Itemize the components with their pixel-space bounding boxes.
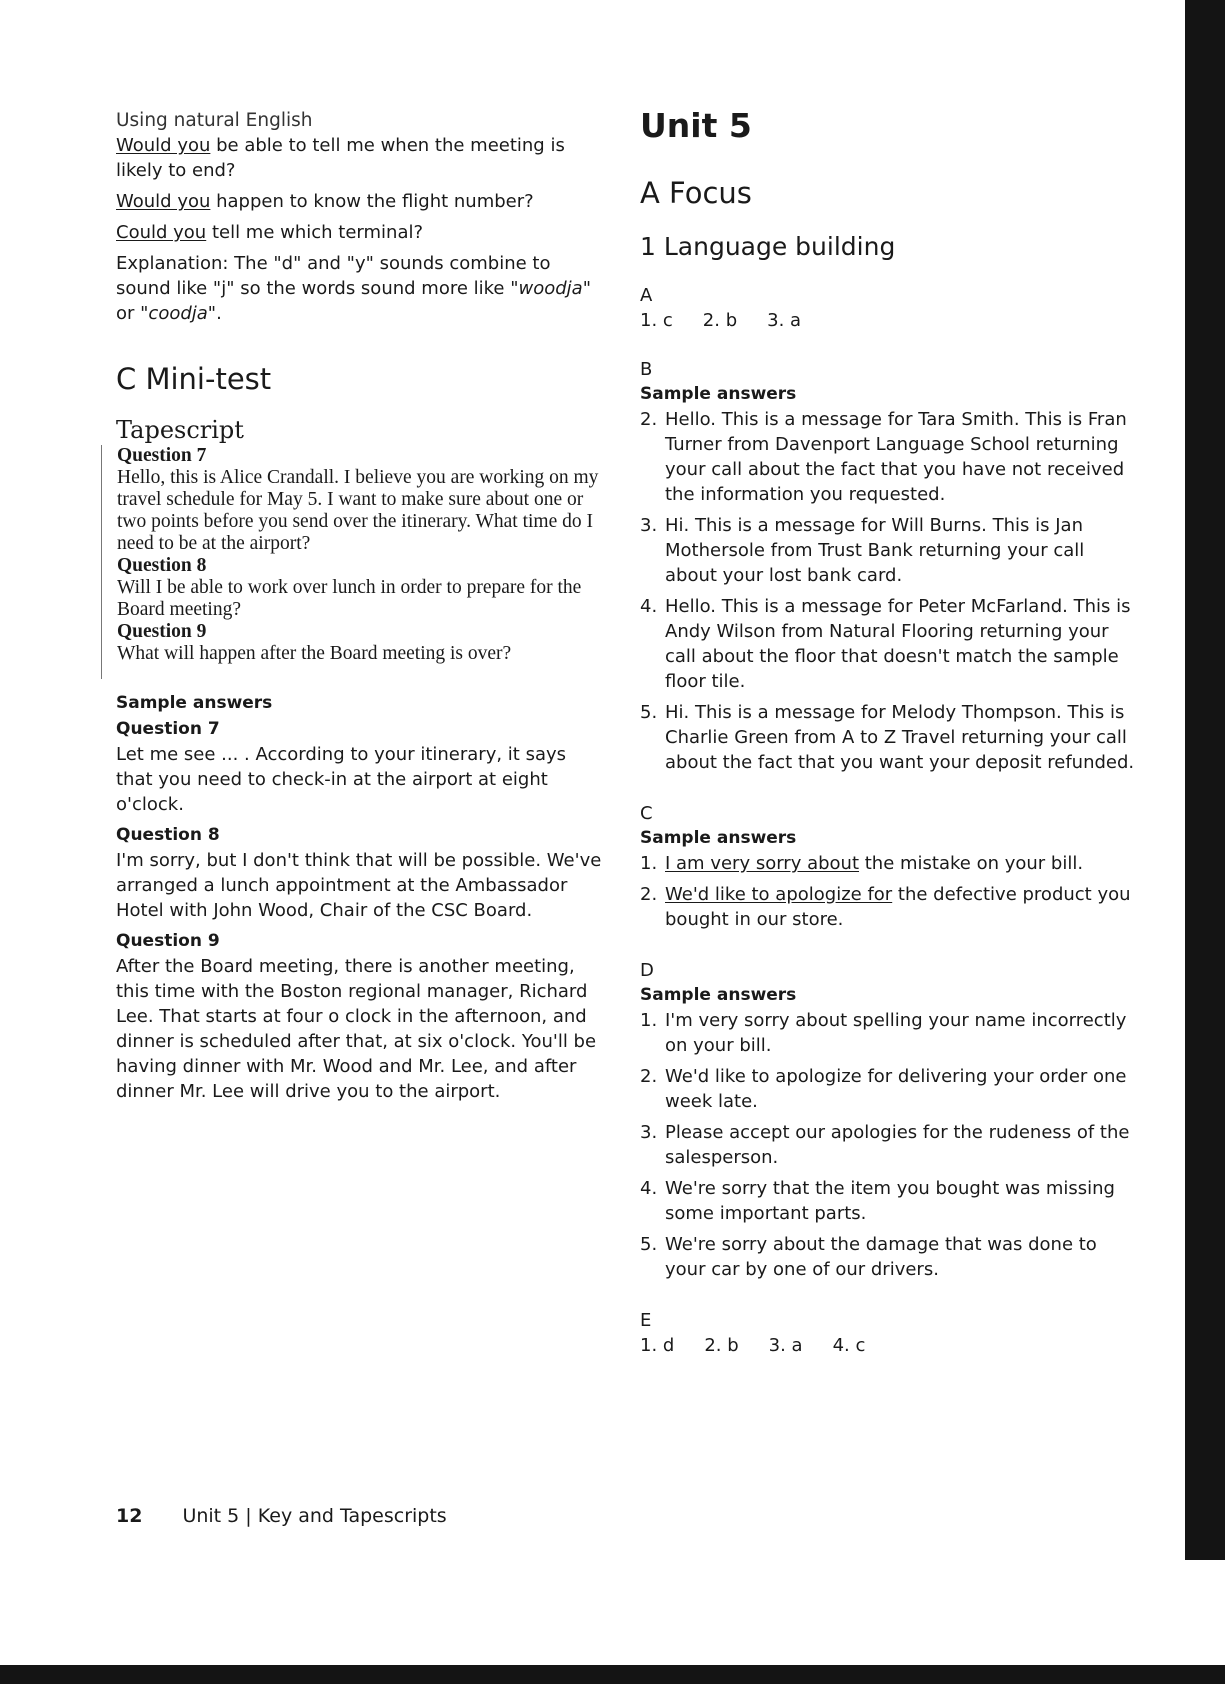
- tapescript-title: Tapescript: [116, 416, 244, 444]
- list-item: [640, 1176, 1140, 1226]
- right-column: [640, 105, 1140, 1358]
- list-item: [640, 513, 1140, 588]
- answer-text: Let me see ... . According to your itinerary, it says that you need to check-in at the airport at eight o'clock.: [116, 744, 567, 815]
- underlined-phrase: Could you: [116, 222, 207, 243]
- underlined-phrase: I am very sorry about: [665, 853, 860, 874]
- section-c-label: C: [640, 803, 653, 824]
- item-text: Hello. This is a message for Peter McFarland. This is Andy Wilson from Natural Flooring returning your call about the floor that doesn't match the sample floor tile.: [665, 596, 1131, 692]
- scan-edge-right: [1185, 0, 1225, 1570]
- line-text: tell me which terminal?: [206, 222, 424, 243]
- item-number: 4.: [640, 1178, 658, 1199]
- section-e-answers: [640, 1333, 1140, 1358]
- section-d-list: [640, 1008, 1140, 1282]
- item-number: 2.: [640, 409, 658, 430]
- item-number: 3.: [640, 515, 658, 536]
- item-text: Hello. This is a message for Tara Smith. This is Fran Turner from Davenport Language School returning your call about the fact that you have not received the information you requested.: [665, 409, 1127, 505]
- scan-edge-notch: [1185, 1560, 1225, 1665]
- section-e-label: E: [640, 1310, 652, 1331]
- list-item: [640, 882, 1140, 932]
- explanation-word: "coodja": [140, 303, 217, 324]
- underlined-phrase: We'd like to apologize for: [665, 884, 893, 905]
- section-d-label: D: [640, 960, 654, 981]
- section-a-answers: [640, 308, 1140, 333]
- explanation-text: .: [216, 303, 222, 324]
- section-a-label: A: [640, 285, 653, 306]
- item-text: Please accept our apologies for the rudeness of the salesperson.: [665, 1122, 1130, 1168]
- line-text: happen to know the flight number?: [210, 191, 534, 212]
- list-item: [640, 851, 1140, 876]
- answer-text: After the Board meeting, there is another meeting, this time with the Boston regional manager, Richard Lee. That starts at four o clock in the afternoon, and dinner is scheduled after that, at six o'clock. You'll be having dinner with Mr. Wood and Mr. Lee, and after dinner Mr. Lee will drive you to the airport.: [116, 956, 597, 1102]
- sample-answers-label: Sample answers: [640, 985, 797, 1005]
- list-item: [640, 1232, 1140, 1282]
- tapescript-text: Hello, this is Alice Crandall. I believe you are working on my travel schedule for May 5. I want to make sure about one or two points before you send over the itinerary. What time do I need to be at the airport?: [117, 467, 599, 554]
- line-text: be able to tell me when the meeting is likely to end?: [116, 135, 565, 181]
- natural-english-heading: Using natural English: [116, 110, 313, 131]
- explanation-word: "woodja": [510, 278, 591, 299]
- list-item: [640, 700, 1140, 775]
- natural-line: [116, 189, 606, 214]
- answer-item: 1. c: [640, 310, 673, 331]
- list-item: [640, 1064, 1140, 1114]
- page-number: 12: [116, 1505, 143, 1527]
- underlined-phrase: Would you: [116, 191, 211, 212]
- answer-question-label: Question 8: [116, 825, 220, 845]
- section-b-label: B: [640, 359, 653, 380]
- sample-answers-label: Sample answers: [116, 693, 273, 713]
- answer-item: 3. a: [768, 1335, 803, 1356]
- tapescript: [101, 445, 606, 679]
- answer-question-label: Question 9: [116, 931, 220, 951]
- explanation-text: or: [116, 303, 141, 324]
- focus-title: A Focus: [640, 176, 752, 210]
- scan-edge-bottom: [0, 1665, 1225, 1684]
- item-number: 3.: [640, 1122, 658, 1143]
- item-number: 1.: [640, 1010, 658, 1031]
- natural-line: [116, 133, 606, 183]
- item-number: 4.: [640, 596, 658, 617]
- language-building-title: 1 Language building: [640, 232, 896, 261]
- list-item: [640, 594, 1140, 694]
- left-column: [116, 108, 606, 1104]
- item-number: 2.: [640, 1066, 658, 1087]
- answer-item: 2. b: [704, 1335, 739, 1356]
- tapescript-text: Will I be able to work over lunch in order to prepare for the Board meeting?: [117, 577, 582, 620]
- explanation-text: Explanation: The "d" and "y" sounds combine to sound like "j" so the words sound more like: [116, 253, 551, 299]
- answer-item: 1. d: [640, 1335, 675, 1356]
- underlined-phrase: Would you: [116, 135, 211, 156]
- answer-item: 3. a: [767, 310, 802, 331]
- mini-test-title: C Mini-test: [116, 362, 272, 396]
- item-text: We're sorry about the damage that was done to your car by one of our drivers.: [665, 1234, 1097, 1280]
- answer-item: 2. b: [702, 310, 738, 331]
- list-item: [640, 407, 1140, 507]
- item-number: 5.: [640, 702, 658, 723]
- section-c-list: [640, 851, 1140, 932]
- tapescript-question-label: Question 7: [117, 445, 207, 466]
- unit-title: Unit 5: [640, 106, 752, 145]
- answer-text: I'm sorry, but I don't think that will be possible. We've arranged a lunch appointment at the Ambassador Hotel with John Wood, Chair of the CSC Board.: [116, 850, 602, 921]
- page-footer: [116, 1505, 447, 1527]
- sample-answers-label: Sample answers: [640, 384, 797, 404]
- natural-line: [116, 220, 606, 245]
- item-text: the defective product you bought in our store.: [665, 884, 1131, 930]
- answer-item: 4. c: [832, 1335, 866, 1356]
- tapescript-question-label: Question 9: [117, 621, 207, 642]
- tapescript-text: What will happen after the Board meeting is over?: [117, 643, 512, 664]
- sample-answers-label: Sample answers: [640, 828, 797, 848]
- item-text: I'm very sorry about spelling your name incorrectly on your bill.: [665, 1010, 1127, 1056]
- answer-question-label: Question 7: [116, 719, 220, 739]
- section-b-list: [640, 407, 1140, 775]
- item-number: 1.: [640, 853, 658, 874]
- item-number: 2.: [640, 884, 658, 905]
- item-text: Hi. This is a message for Will Burns. This is Jan Mothersole from Trust Bank returning your call about your lost bank card.: [665, 515, 1085, 586]
- item-text: We'd like to apologize for delivering your order one week late.: [665, 1066, 1127, 1112]
- item-text: Hi. This is a message for Melody Thompson. This is Charlie Green from A to Z Travel returning your call about the fact that you want your deposit refunded.: [665, 702, 1135, 773]
- running-title: Unit 5 | Key and Tapescripts: [182, 1505, 447, 1527]
- item-number: 5.: [640, 1234, 658, 1255]
- list-item: [640, 1120, 1140, 1170]
- item-text: We're sorry that the item you bought was missing some important parts.: [665, 1178, 1115, 1224]
- explanation: [116, 251, 606, 326]
- item-text: the mistake on your bill.: [859, 853, 1084, 874]
- list-item: [640, 1008, 1140, 1058]
- tapescript-question-label: Question 8: [117, 555, 207, 576]
